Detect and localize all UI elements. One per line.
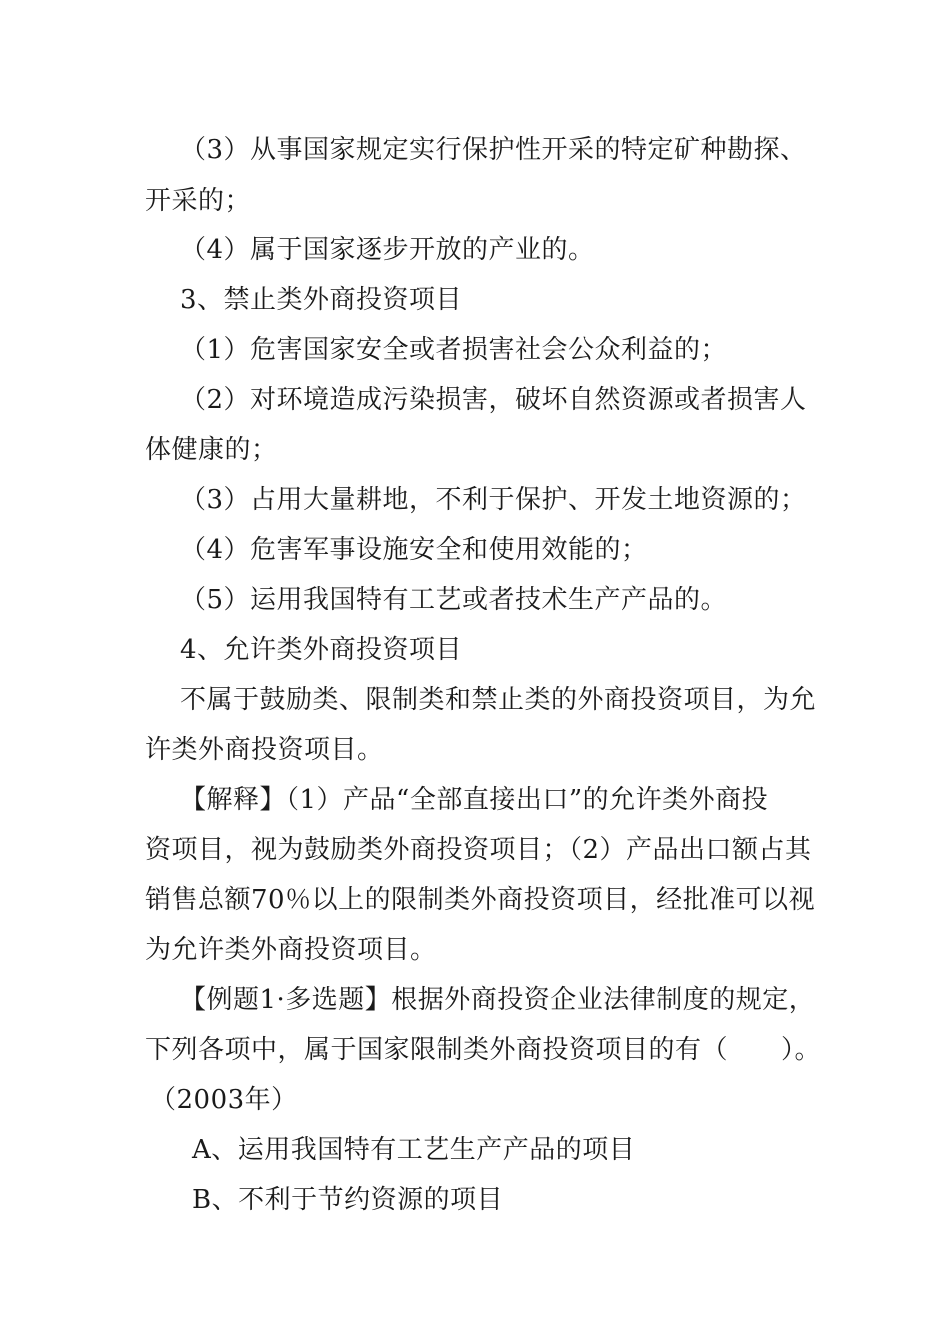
paragraph-line: （5）运用我国特有工艺或者技术生产产品的。: [180, 585, 728, 615]
paragraph-line: 下列各项中，属于国家限制类外商投资项目的有（ ）。: [145, 1035, 822, 1065]
paragraph-line: 资项目，视为鼓励类外商投资项目；（2）产品出口额占其: [145, 835, 812, 865]
paragraph-line: （3）从事国家规定实行保护性开采的特定矿种勘探、: [180, 135, 807, 165]
paragraph-line: （1）危害国家安全或者损害社会公众利益的；: [180, 335, 728, 365]
paragraph-line: 【解释】（1）产品“全部直接出口”的允许类外商投: [180, 785, 769, 815]
option-b: B、不利于节约资源的项目: [192, 1185, 504, 1215]
section-heading: 4、允许类外商投资项目: [180, 635, 463, 665]
paragraph-line: 销售总额70％以上的限制类外商投资项目，经批准可以视: [145, 885, 816, 915]
paragraph-line: （2003年）: [150, 1085, 298, 1115]
paragraph-line: 开采的；: [145, 186, 252, 216]
option-a: A、运用我国特有工艺生产产品的项目: [192, 1135, 636, 1165]
section-heading: 3、禁止类外商投资项目: [180, 285, 463, 315]
paragraph-line: 为允许类外商投资项目。: [145, 935, 437, 965]
paragraph-line: （4）属于国家逐步开放的产业的。: [180, 235, 595, 265]
paragraph-line: 体健康的；: [145, 435, 278, 465]
paragraph-line: （2）对环境造成污染损害，破坏自然资源或者损害人: [180, 385, 807, 415]
paragraph-line: 不属于鼓励类、限制类和禁止类的外商投资项目，为允: [180, 685, 817, 715]
paragraph-line: （3）占用大量耕地，不利于保护、开发土地资源的；: [180, 485, 807, 515]
paragraph-line: 许类外商投资项目。: [145, 735, 384, 765]
paragraph-line: 【例题1·多选题】根据外商投资企业法律制度的规定，: [180, 985, 816, 1015]
paragraph-line: （4）危害军事设施安全和使用效能的；: [180, 535, 648, 565]
